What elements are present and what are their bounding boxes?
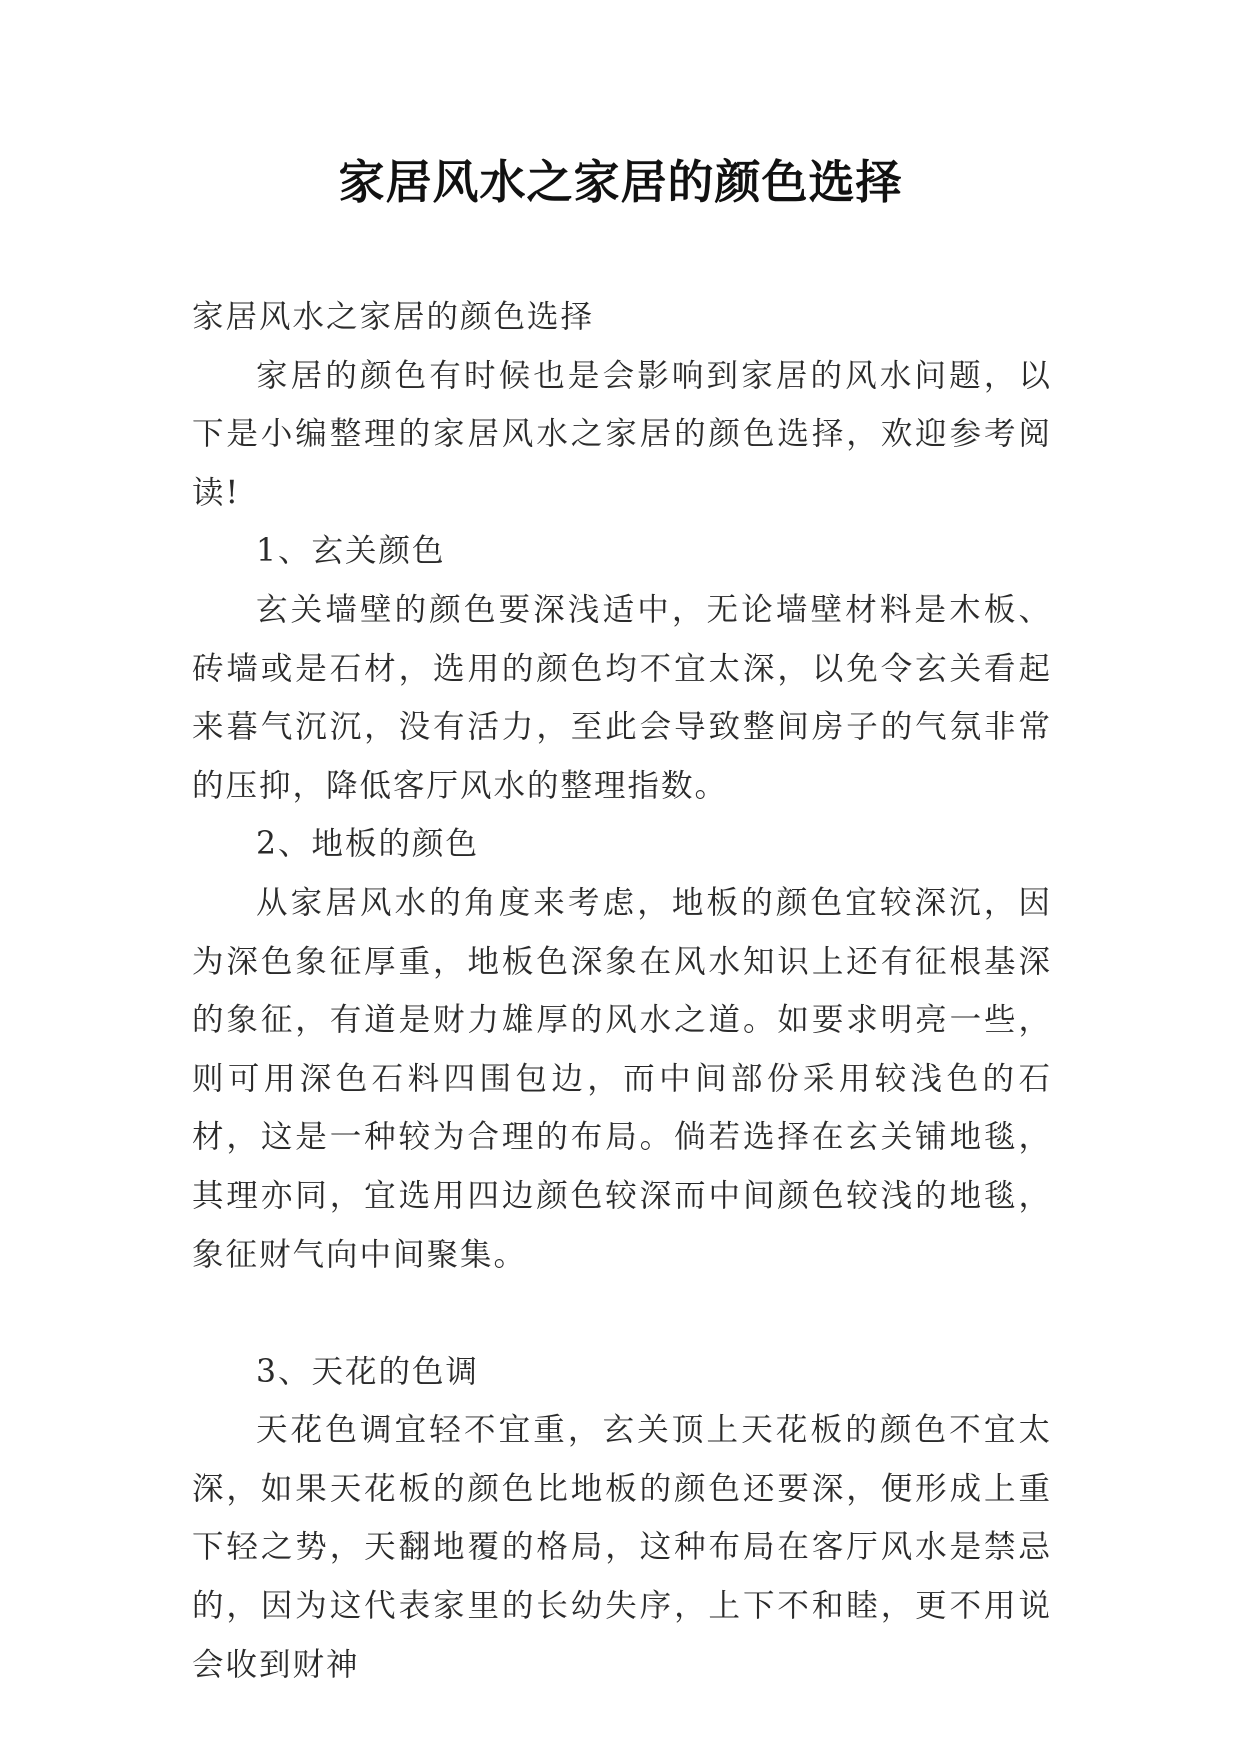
page-title: 家居风水之家居的颜色选择 xyxy=(338,155,903,209)
section-body-2: 从家居风水的角度来考虑，地板的颜色宜较深沉，因为深色象征厚重，地板色深象在风水知识上还有征根基深的象征，有道是财力雄厚的风水之道。如要求明亮一些，则可用深色石料四围包边，而中间部份采用较浅色的石材，这是一种较为合理的布局。倘若选择在玄关铺地毯，其理亦同，宜选用四边颜色较深而中间颜色较浅的地毯，象征财气向中间聚集。 xyxy=(192,884,1052,1273)
section-heading-2: 2、地板的颜色 xyxy=(256,826,480,863)
section-heading-1: 1、玄关颜色 xyxy=(256,533,446,570)
intro-paragraph: 家居的颜色有时候也是会影响到家居的风水问题，以下是小编整理的家居风水之家居的颜色选择，欢迎参考阅读! xyxy=(192,357,1052,511)
document-body xyxy=(192,288,1052,1694)
document-subtitle: 家居风水之家居的颜色选择 xyxy=(192,299,595,335)
section-body-3: 天花色调宜轻不宜重，玄关顶上天花板的颜色不宜太深，如果天花板的颜色比地板的颜色还要深，便形成上重下轻之势，天翻地覆的格局，这种布局在客厅风水是禁忌的，因为这代表家里的长幼失序，上下不和睦，更不用说会收到财神 xyxy=(192,1412,1052,1683)
section-body-1: 玄关墙壁的颜色要深浅适中，无论墙壁材料是木板、砖墙或是石材，选用的颜色均不宜太深，以免令玄关看起来暮气沉沉，没有活力，至此会导致整间房子的气氛非常的压抑，降低客厅风水的整理指数。 xyxy=(192,591,1052,804)
section-heading-3: 3、天花的色调 xyxy=(256,1353,480,1390)
